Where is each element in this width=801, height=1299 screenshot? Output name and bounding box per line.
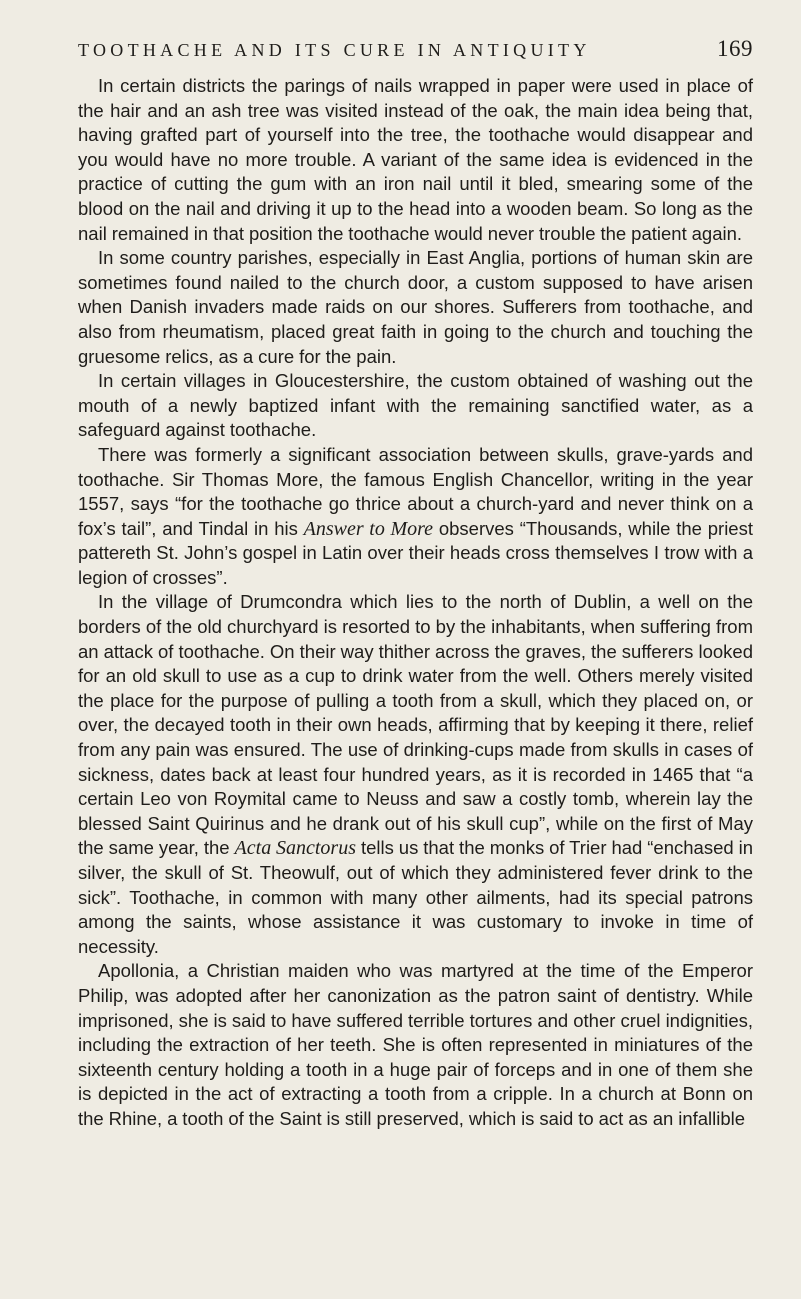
paragraph-text: In the village of Drumcondra which lies to the north of Dublin, a well on the borders of the old churchyard is resorted to by the inhabitants, when suffering from an attack of toothache. On their way thither across the graves, the sufferers looked for an old skull to use as a cup to drink water from the well. Others merely visited the place for the purpose of pulling a tooth from a skull, which they placed on, or over, the decayed tooth in their own heads, affirming that by keeping it there, relief from any pain was ensured. The use of drinking-cups made from skulls in cases of sickness, dates back at least four hundred years, as it is recorded in 1465 that “a certain Leo von Roymital came to Neuss and saw a costly tomb, wherein lay the blessed Saint Quirinus and he drank out of his skull cup”, while on the first of May the same year, the: [78, 591, 753, 859]
paragraph-text: There was formerly a significant association between skulls, grave-yards and toothache. Sir Thomas More, the famous English Chancellor, writing in the year 1557, says “for the toothache go thrice about a church-yard and never think on a fox’s tail”, and Tindal in his: [78, 443, 753, 539]
page-number: 169: [717, 36, 753, 61]
paragraph-nail-paring: In certain districts the parings of nails wrapped in paper were used in place of the hair and an ash tree was visited instead of the oak, the main idea being that, having grafted part of yourself into the tree, the toothache would disappear and you would have no more trouble. A variant of the same idea is evidenced in the practice of cutting the gum with an iron nail until it bled, smearing some of the blood on the nail and driving it up to the head into a wooden beam. So long as the nail remained in that position the toothache would never trouble the patient again.: [78, 75, 753, 244]
paragraph-apollonia: Apollonia, a Christian maiden who was martyred at the time of the Emperor Philip, was adopted after her canonization as the patron saint of dentistry. While imprisoned, she is said to have suffered terrible tortures and other cruel indignities, including the extraction of her teeth. She is often represented in miniatures of the sixteenth century holding a tooth in a huge pair of forceps and in one of them she is depicted in the act of extracting a tooth from a cripple. In a church at Bonn on the Rhine, a tooth of the Saint is still preserved, which is said to act as an infallible: [78, 960, 753, 1129]
italic-title-acta-sanctorus: Acta Sanctorus: [234, 837, 356, 860]
paragraph-drumcondra: [78, 590, 753, 959]
italic-title-answer-to-more: Answer to More: [303, 517, 434, 540]
paragraph-east-anglia: In some country parishes, especially in East Anglia, portions of human skin are sometimes found nailed to the church door, a custom supposed to have arisen when Danish invaders made raids on our shores. Sufferers from toothache, and also from rheumatism, placed great faith in going to the church and touching the gruesome relics, as a cure for the pain.: [78, 247, 753, 367]
paragraph-text: tells us that the monks of Trier had “enchased in silver, the skull of St. Theowulf, out of which they administered fever drink to the sick”. Toothache, in common with many other ailments, had its special patrons among the saints, whose assistance it was customary to invoke in time of necessity.: [78, 837, 753, 957]
running-title: TOOTHACHE AND ITS CURE IN ANTIQUITY: [78, 40, 591, 60]
body-text: [78, 74, 753, 1132]
paragraph-skulls-graveyards: [78, 443, 753, 591]
paragraph-text: observes “Thousands, while the priest pattereth St. John’s gospel in Latin over their heads cross themselves I trow with a legion of crosses”.: [78, 517, 753, 588]
paragraph-gloucestershire: In certain villages in Gloucestershire, the custom obtained of washing out the mouth of a newly baptized infant with the remaining sanctified water, as a safeguard against toothache.: [78, 370, 753, 441]
running-head: [78, 36, 753, 72]
